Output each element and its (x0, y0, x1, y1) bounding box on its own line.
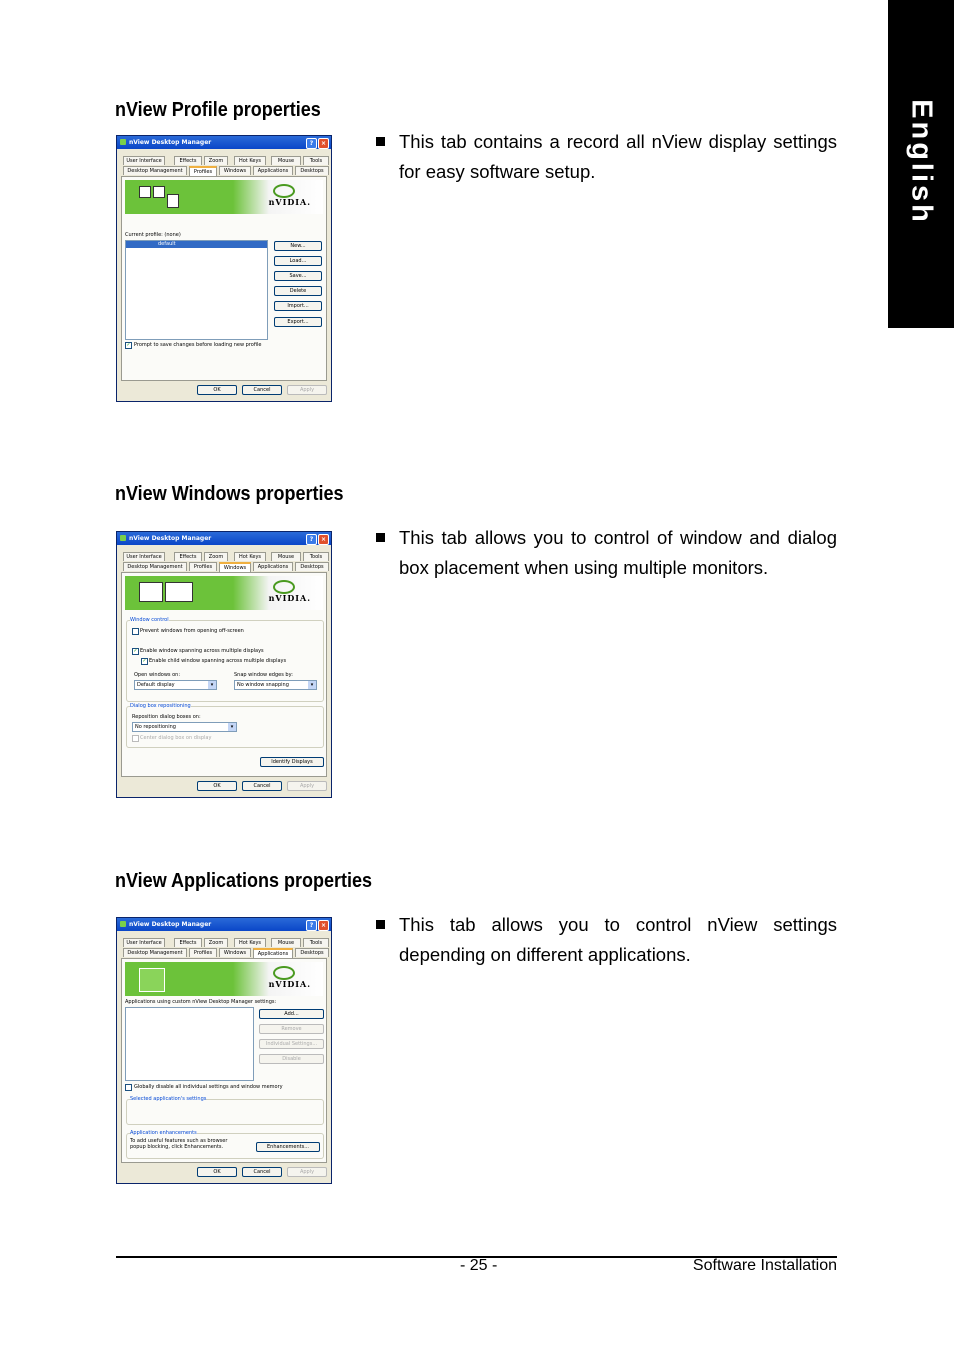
tab-panel (121, 176, 327, 381)
tab-user-interface[interactable]: User Interface (123, 938, 165, 947)
global-disable-checkbox[interactable] (125, 1084, 132, 1091)
enable-spanning-checkbox[interactable]: ✓ (133, 648, 138, 654)
tab-profiles[interactable]: Profiles (189, 562, 217, 571)
title-bar: nView Desktop Manager ? × (117, 136, 331, 149)
tab-row-2 (121, 166, 327, 175)
bullet-windows: This tab allows you to control of window and dialog box placement when using multiple monitors. (376, 523, 837, 583)
app-icon (120, 139, 126, 145)
nvidia-banner (125, 180, 323, 214)
tab-desktop-management[interactable]: Desktop Management (123, 948, 187, 957)
help-button[interactable]: ? (306, 138, 317, 149)
tab-tools[interactable]: Tools (303, 938, 329, 947)
help-button[interactable]: ? (306, 534, 317, 545)
profiles-dialog-screenshot (116, 135, 332, 402)
list-item[interactable]: default (126, 241, 267, 248)
chevron-down-icon: ▾ (208, 681, 216, 689)
tab-desktop-management[interactable]: Desktop Management (123, 166, 187, 175)
language-side-tab (888, 0, 954, 328)
load-button[interactable]: Load... (274, 256, 322, 266)
tab-effects[interactable]: Effects (174, 938, 202, 947)
applications-list[interactable] (125, 1007, 254, 1081)
open-windows-combo[interactable]: Default display ▾ (134, 680, 217, 690)
delete-button[interactable]: Delete (274, 286, 322, 296)
tab-windows[interactable]: Windows (219, 166, 251, 175)
cancel-button[interactable]: Cancel (242, 781, 282, 791)
reposition-label: Reposition dialog boxes on: (132, 714, 201, 720)
sliders-icon (139, 968, 165, 992)
windows-dialog-screenshot (116, 531, 332, 798)
tab-zoom[interactable]: Zoom (204, 938, 228, 947)
page-number: - 25 - (460, 1257, 498, 1274)
bullet-square-icon (376, 533, 385, 542)
tab-row-1 (121, 156, 327, 165)
section-heading-applications: nView Applications properties (115, 870, 373, 892)
individual-settings-button[interactable]: Individual Settings... (259, 1039, 324, 1049)
dialog-repositioning-label: Dialog box repositioning (130, 703, 191, 709)
bullet-square-icon (376, 920, 385, 929)
app-icon (120, 921, 126, 927)
window-icon (165, 582, 193, 602)
apply-button[interactable]: Apply (287, 1167, 327, 1177)
footer-section-title: Software Installation (692, 1257, 837, 1274)
prompt-save-checkbox[interactable]: ✓ (126, 342, 131, 348)
ok-button[interactable]: OK (197, 781, 237, 791)
tab-zoom[interactable]: Zoom (204, 552, 228, 561)
snap-edges-combo[interactable]: No window snapping ▾ (234, 680, 317, 690)
center-dialog-checkbox[interactable] (132, 735, 139, 742)
chevron-down-icon: ▾ (308, 681, 316, 689)
tab-hot-keys[interactable]: Hot Keys (234, 552, 266, 561)
import-button[interactable]: Import... (274, 301, 322, 311)
enable-child-spanning-label: Enable child window spanning across multiple displays (149, 658, 287, 664)
tab-panel (121, 958, 327, 1163)
bullet-applications: This tab allows you to control nView settings depending on different applications. (376, 910, 837, 970)
reposition-combo[interactable]: No repositioning ▾ (132, 722, 237, 732)
enable-child-spanning-checkbox[interactable]: ✓ (142, 658, 147, 664)
tab-desktops[interactable]: Desktops (295, 562, 329, 571)
new-button[interactable]: New... (274, 241, 322, 251)
tab-desktops[interactable]: Desktops (295, 948, 329, 957)
nvidia-eye-icon (273, 184, 295, 198)
help-button[interactable]: ? (306, 920, 317, 931)
selected-settings-label: Selected application's settings (130, 1096, 207, 1102)
cancel-button[interactable]: Cancel (242, 1167, 282, 1177)
app-enhancements-label: Application enhancements (130, 1130, 197, 1136)
language-label: English (905, 99, 938, 225)
tab-panel (121, 572, 327, 777)
tab-profiles[interactable]: Profiles (189, 948, 217, 957)
bullet-square-icon (376, 137, 385, 146)
tab-mouse[interactable]: Mouse (271, 156, 301, 165)
ok-button[interactable]: OK (197, 1167, 237, 1177)
title-bar: nView Desktop Manager ? × (117, 532, 331, 545)
title-bar: nView Desktop Manager ? × (117, 918, 331, 931)
ok-button[interactable]: OK (197, 385, 237, 395)
tab-user-interface[interactable]: User Interface (123, 156, 165, 165)
tab-row-2 (121, 562, 327, 571)
global-disable-label: Globally disable all individual settings and window memory (134, 1084, 283, 1090)
remove-button[interactable]: Remove (259, 1024, 324, 1034)
nvidia-banner (125, 576, 323, 610)
tab-user-interface[interactable]: User Interface (123, 552, 165, 561)
tab-mouse[interactable]: Mouse (271, 938, 301, 947)
applications-dialog-screenshot (116, 917, 332, 1184)
tab-hot-keys[interactable]: Hot Keys (234, 156, 266, 165)
tab-applications[interactable]: Applications (253, 562, 293, 571)
profile-person-icon (153, 186, 165, 198)
profile-list[interactable] (125, 240, 268, 340)
save-button[interactable]: Save... (274, 271, 322, 281)
disable-button[interactable]: Disable (259, 1054, 324, 1064)
add-button[interactable]: Add... (259, 1009, 324, 1019)
tab-tools[interactable]: Tools (303, 552, 329, 561)
selected-settings-group (126, 1099, 324, 1125)
bullet-profiles: This tab contains a record all nView display settings for easy software setup. (376, 127, 837, 187)
profile-person-icon (167, 194, 179, 208)
prevent-offscreen-label: Prevent windows from opening off-screen (140, 628, 244, 634)
tab-effects[interactable]: Effects (174, 552, 202, 561)
nvidia-eye-icon (273, 580, 295, 594)
apply-button[interactable]: Apply (287, 385, 327, 395)
tab-zoom[interactable]: Zoom (204, 156, 228, 165)
tab-applications[interactable]: Applications (253, 948, 293, 958)
nvidia-logo: nVIDIA. (268, 979, 311, 989)
tab-effects[interactable]: Effects (174, 156, 202, 165)
enable-spanning-label: Enable window spanning across multiple displays (140, 648, 264, 654)
identify-displays-button[interactable]: Identify Displays (260, 757, 324, 767)
chevron-down-icon: ▾ (228, 723, 236, 731)
tab-desktop-management[interactable]: Desktop Management (123, 562, 187, 571)
prompt-save-label: Prompt to save changes before loading new profile (134, 342, 262, 348)
nvidia-logo: nVIDIA. (268, 593, 311, 603)
window-icon (139, 582, 163, 602)
section-heading-profiles: nView Profile properties (115, 99, 321, 121)
tab-hot-keys[interactable]: Hot Keys (234, 938, 266, 947)
prevent-offscreen-checkbox[interactable] (132, 628, 139, 635)
close-button[interactable]: × (318, 920, 329, 931)
apps-label: Applications using custom nView Desktop Manager settings: (125, 999, 277, 1005)
tab-tools[interactable]: Tools (303, 156, 329, 165)
current-profile-label: Current profile: (none) (125, 232, 181, 238)
close-button[interactable]: × (318, 138, 329, 149)
app-icon (120, 535, 126, 541)
tab-profiles[interactable]: Profiles (189, 166, 217, 176)
tab-row-2 (121, 948, 327, 957)
enhancements-text: To add useful features such as browser popup blocking, click Enhancements. (130, 1138, 228, 1150)
tab-applications[interactable]: Applications (253, 166, 293, 175)
profile-person-icon (139, 186, 151, 198)
tab-row-1 (121, 552, 327, 561)
export-button[interactable]: Export... (274, 317, 322, 327)
tab-desktops[interactable]: Desktops (295, 166, 329, 175)
apply-button[interactable]: Apply (287, 781, 327, 791)
close-button[interactable]: × (318, 534, 329, 545)
open-windows-label: Open windows on: (134, 672, 181, 678)
nvidia-banner (125, 962, 323, 996)
tab-row-1 (121, 938, 327, 947)
tab-windows[interactable]: Windows (219, 948, 251, 957)
cancel-button[interactable]: Cancel (242, 385, 282, 395)
tab-mouse[interactable]: Mouse (271, 552, 301, 561)
snap-edges-label: Snap window edges by: (234, 672, 293, 678)
enhancements-button[interactable]: Enhancements... (256, 1142, 320, 1152)
nvidia-eye-icon (273, 966, 295, 980)
tab-windows[interactable]: Windows (219, 562, 251, 572)
nvidia-logo: nVIDIA. (268, 197, 311, 207)
section-heading-windows: nView Windows properties (115, 483, 344, 505)
center-dialog-label: Center dialog box on display (140, 735, 212, 741)
window-control-label: Window control (130, 617, 169, 623)
